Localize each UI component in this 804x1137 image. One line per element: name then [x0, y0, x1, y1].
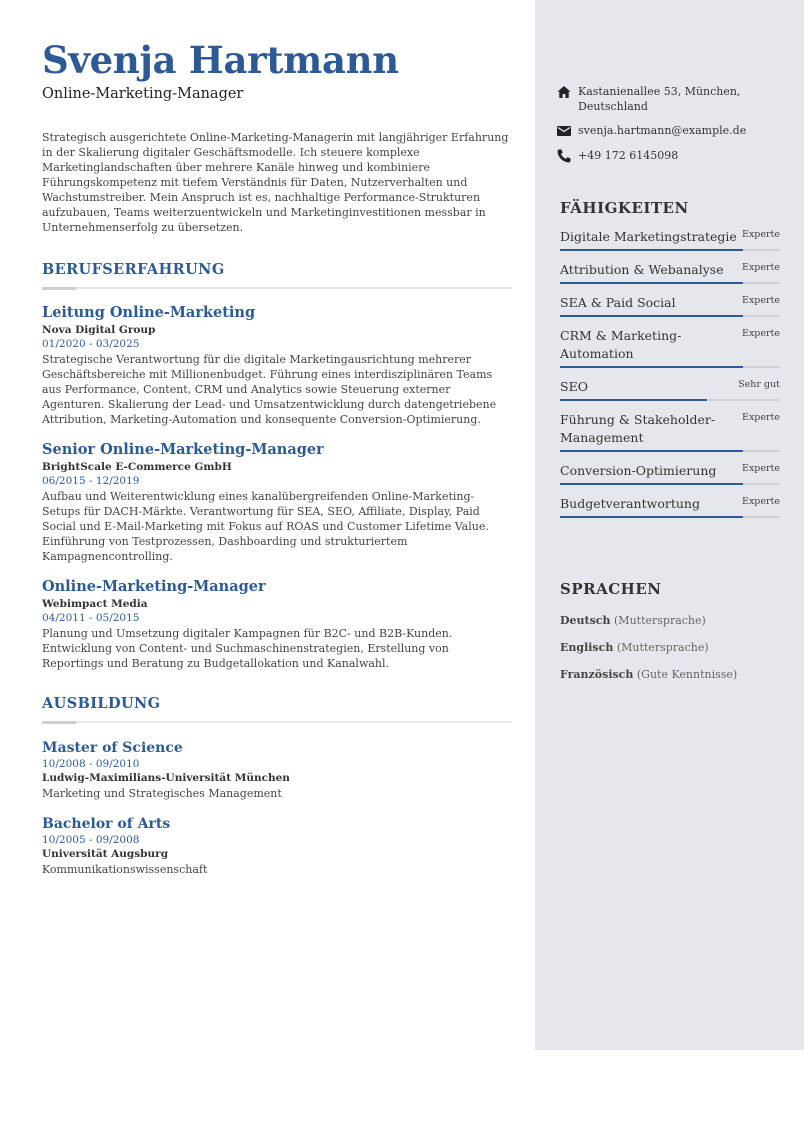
address-text: Kastanienallee 53, München, Deutschland: [578, 85, 741, 113]
skill-bar: [560, 450, 780, 452]
skill-item: [560, 294, 780, 317]
skill-bar-fill: [560, 399, 707, 401]
skill-bar: [560, 483, 780, 485]
language-name: Deutsch: [560, 614, 611, 627]
language-name: Französisch: [560, 668, 634, 681]
skill-bar-fill: [560, 315, 743, 317]
skill-item: [560, 378, 780, 401]
degree-title: Master of Science: [42, 740, 183, 756]
degree-title: Bachelor of Arts: [42, 816, 171, 832]
skills-heading: FÄHIGKEITEN: [560, 199, 689, 217]
education-section: [42, 695, 512, 877]
skill-bar-fill: [560, 483, 743, 485]
skill-item: [560, 261, 780, 284]
job-title: Senior Online-Marketing-Manager: [42, 441, 324, 458]
skill-bar-fill: [560, 366, 743, 368]
section-divider: [42, 287, 512, 289]
education-dates: 10/2005 - 09/2008: [42, 834, 140, 846]
job-dates: 04/2011 - 05/2015: [42, 612, 140, 624]
skill-level: Experte: [742, 295, 780, 306]
skills-section: [560, 198, 780, 518]
skill-bar-fill: [560, 516, 743, 518]
skills-list: [560, 228, 780, 518]
candidate-role: Online-Marketing-Manager: [42, 86, 244, 102]
skill-name: Digitale Marketingstrategie: [560, 229, 737, 244]
education-heading: AUSBILDUNG: [42, 695, 161, 712]
skill-bar: [560, 249, 780, 251]
section-divider: [42, 721, 512, 723]
skill-level: Experte: [742, 496, 780, 507]
skill-level: Experte: [742, 328, 780, 339]
skill-item: [560, 495, 780, 518]
language-level: (Muttersprache): [614, 614, 706, 627]
job-entry: [42, 304, 512, 427]
job-entry: [42, 441, 512, 564]
profile-summary: Strategisch ausgerichtete Online-Marketing-Managerin mit langjähriger Erfahrung in der Skalierung digitaler Geschäftsmodelle. Ich steuere komplexe Marketinglandschaften über mehrere Kanäle hinweg und kombiniere Führungskompetenz mit tiefem Verständnis für Daten, Nutzerverhalten und Wachstumstreiber. Mein Anspruch ist es, nachhaltige Performance-Strukturen aufzubauen, Teams weiterzuentwickeln und Marketinginvestitionen messbar in Unternehmenserfolg zu übersetzen.: [42, 131, 509, 234]
language-level: (Muttersprache): [616, 641, 709, 654]
main-column: [42, 38, 512, 877]
skill-bar-fill: [560, 249, 743, 251]
skill-level: Experte: [742, 262, 780, 273]
contact-address: [556, 84, 776, 114]
skill-name: Conversion-Optimierung: [560, 463, 717, 478]
languages-section: [560, 579, 780, 682]
skill-bar: [560, 516, 780, 518]
phone-icon: [556, 148, 572, 164]
skill-name: Budgetverantwortung: [560, 496, 700, 511]
skill-item: [560, 327, 780, 368]
education-dates: 10/2008 - 09/2010: [42, 758, 140, 770]
phone-text[interactable]: +49 172 6145098: [578, 149, 679, 162]
skill-bar-fill: [560, 282, 743, 284]
education-entry: [42, 815, 512, 877]
education-field: Kommunikationswissenschaft: [42, 863, 208, 876]
skill-level: Experte: [742, 463, 780, 474]
skill-name: SEO: [560, 379, 588, 394]
job-dates: 06/2015 - 12/2019: [42, 475, 140, 487]
skill-bar-fill: [560, 450, 743, 452]
language-item: [560, 613, 780, 628]
home-icon: [556, 84, 572, 100]
job-company: Nova Digital Group: [42, 324, 156, 336]
skill-bar: [560, 366, 780, 368]
email-text[interactable]: svenja.hartmann@example.de: [578, 124, 747, 137]
skill-item: [560, 228, 780, 251]
education-entry: [42, 739, 512, 801]
job-description: Aufbau und Weiterentwicklung eines kanalübergreifenden Online-Marketing-Setups für DACH-Märkte. Verantwortung für SEA, SEO, Affiliate, Display, Paid Social und E-Mail-Marketing mit Fokus auf ROAS und Customer Lifetime Value. Einführung von Testprozessen, Dashboarding und strukturiertem Kampagnencontrolling.: [42, 490, 489, 563]
education-school: Ludwig-Maximilians-Universität München: [42, 772, 290, 784]
languages-heading: SPRACHEN: [560, 580, 662, 598]
job-title: Leitung Online-Marketing: [42, 304, 256, 321]
job-title: Online-Marketing-Manager: [42, 578, 266, 595]
language-item: [560, 640, 780, 655]
contact-email: [556, 123, 776, 139]
skill-item: [560, 462, 780, 485]
mail-icon: [556, 123, 572, 139]
job-company: Webimpact Media: [42, 598, 148, 610]
skill-name: Führung & Stakeholder-Management: [560, 412, 716, 445]
candidate-name: Svenja Hartmann: [42, 38, 399, 82]
job-description: Strategische Verantwortung für die digitale Marketingausrichtung mehrerer Geschäftsbereiche mit Millionenbudget. Führung eines interdisziplinären Teams aus Performance, Content, CRM und Analytics sowie Steuerung externer Agenturen. Skalierung der Lead- und Umsatzentwicklung durch datengetriebene Attribution, Marketing-Automation und konsequente Conversion-Optimierung.: [42, 353, 497, 426]
job-entry: [42, 578, 512, 671]
job-description: Planung und Umsetzung digitaler Kampagnen für B2C- und B2B-Kunden. Entwicklung von Content- und Suchmaschinenstrategien, Erstellung von Reportings und Beratung zu Budgetallokation und Kanalwahl.: [42, 627, 453, 670]
skill-level: Sehr gut: [738, 379, 780, 390]
skill-item: [560, 411, 780, 452]
skill-level: Experte: [742, 229, 780, 240]
skill-name: Attribution & Webanalyse: [560, 262, 724, 277]
skill-name: CRM & Marketing-Automation: [560, 328, 682, 361]
skill-bar: [560, 315, 780, 317]
skill-level: Experte: [742, 412, 780, 423]
job-dates: 01/2020 - 03/2025: [42, 338, 140, 350]
language-name: Englisch: [560, 641, 614, 654]
experience-section: [42, 261, 512, 671]
education-field: Marketing und Strategisches Management: [42, 787, 282, 800]
education-school: Universität Augsburg: [42, 848, 169, 860]
skill-name: SEA & Paid Social: [560, 295, 676, 310]
language-item: [560, 667, 780, 682]
skill-bar: [560, 282, 780, 284]
job-company: BrightScale E-Commerce GmbH: [42, 461, 232, 473]
skill-bar: [560, 399, 780, 401]
contact-phone: [556, 148, 776, 164]
contact-block: [556, 84, 776, 173]
experience-heading: BERUFSERFAHRUNG: [42, 261, 225, 278]
language-level: (Gute Kenntnisse): [636, 668, 738, 681]
